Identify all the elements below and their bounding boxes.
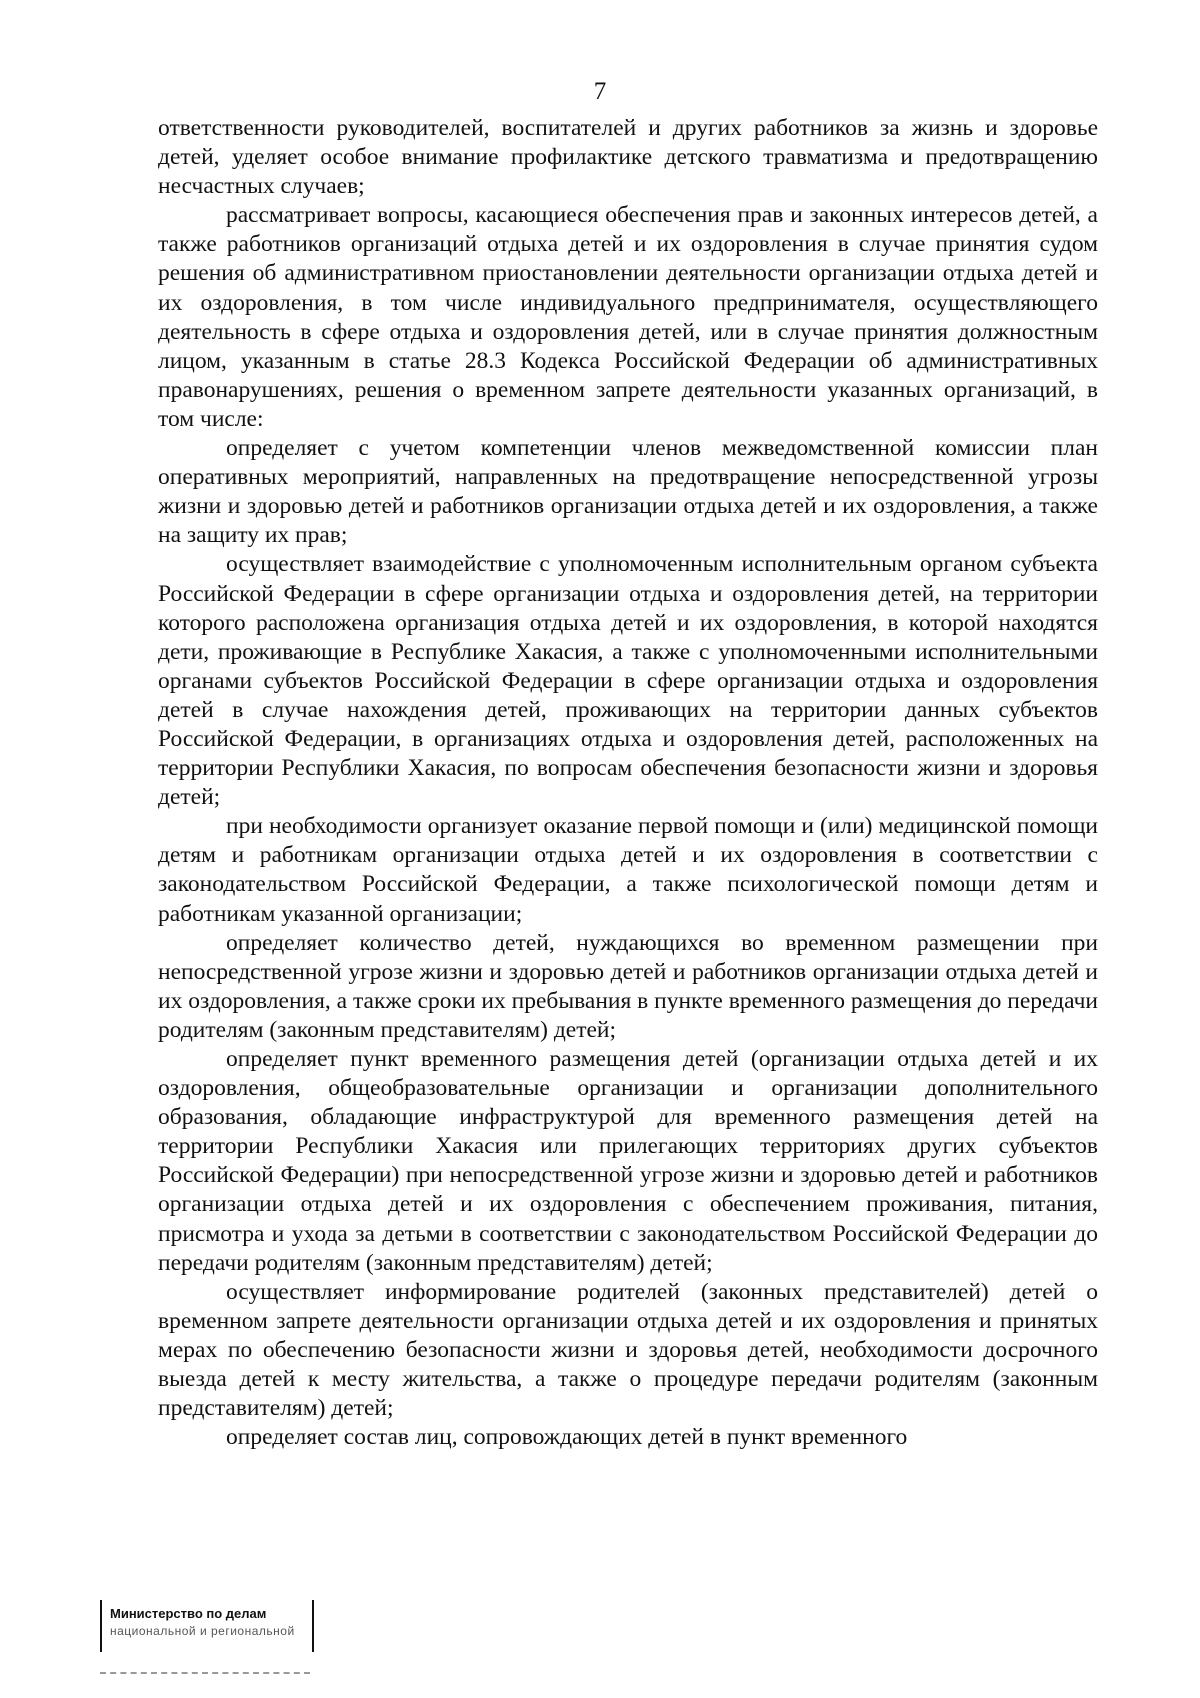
scan-artifact-line xyxy=(100,1672,310,1676)
paragraph: определяет состав лиц, сопровождающих детей в пункт временного xyxy=(226,1424,908,1451)
stamp-line-2: национальной и региональной xyxy=(110,1624,295,1638)
body-text xyxy=(158,114,1098,1452)
paragraph: при необходимости организует оказание первой помощи и (или) медицинской помощи детям и работникам организации отдыха детей и их оздоровления в соответствии с законодательством Российской Федерации, а также психологической помощи детям и работникам указанной организации; xyxy=(158,813,1098,927)
paragraph: ответственности руководителей, воспитателей и других работников за жизнь и здоровье детей, уделяет особое внимание профилактике детского травматизма и предотвращению несчастных случаев; xyxy=(158,115,1098,200)
paragraph: осуществляет взаимодействие с уполномоченным исполнительным органом субъекта Российской Федерации в сфере организации отдыха и оздоровления детей, на территории которого расположена организация отдыха детей и их оздоровления, в которой находятся дети, проживающие в Республике Хакасия, а также с уполномоченными исполнительными органами субъектов Российской Федерации в сфере организации отдыха и оздоровления детей в случае нахождения детей, проживающих на территории данных субъектов Российской Федерации, в организациях отдыха и оздоровления детей, расположенных на территории Республики Хакасия, по вопросам обеспечения безопасности жизни и здоровья детей; xyxy=(158,551,1098,811)
paragraph: определяет пункт временного размещения детей (организации отдыха детей и их оздоровления, общеобразовательные организации и организации дополнительного образования, обладающие инфраструктурой для временного размещения детей на территории Республики Хакасия или прилегающих территориях других субъектов Российской Федерации) при непосредственной угрозе жизни и здоровью детей и работников организации отдыха детей и их оздоровления с обеспечением проживания, питания, присмотра и ухода за детьми в соответствии с законодательством Российской Федерации до передачи родителям (законным представителям) детей; xyxy=(158,1046,1098,1276)
registration-stamp xyxy=(100,1600,314,1652)
paragraph: определяет количество детей, нуждающихся во временном размещении при непосредственной угрозе жизни и здоровью детей и работников организации отдыха детей и их оздоровления, а также сроки их пребывания в пункте временного размещения до передачи родителям (законным представителям) детей; xyxy=(158,929,1098,1043)
paragraph: определяет с учетом компетенции членов межведомственной комиссии план оперативных мероприятий, направленных на предотвращение непосредственной угрозы жизни и здоровью детей и работников организации отдыха детей и их оздоровления, а также на защиту их прав; xyxy=(158,435,1098,549)
stamp-line-1: Министерство по делам xyxy=(110,1606,267,1621)
paragraph: осуществляет информирование родителей (законных представителей) детей о временном запрете деятельности организации отдыха детей и их оздоровления и принятых мерах по обеспечению безопасности жизни и здоровья детей, необходимости досрочного выезда детей к месту жительства, а также о процедуре передачи родителям (законным представителям) детей; xyxy=(158,1278,1098,1422)
paragraph: рассматривает вопросы, касающиеся обеспечения прав и законных интересов детей, а также работников организаций отдыха детей и их оздоровления в случае принятия судом решения об административном приостановлении деятельности организации отдыха детей и их оздоровления, в том числе индивидуального предпринимателя, осуществляющего деятельность в сфере отдыха и оздоровления детей, или в случае принятия должностным лицом, указанным в статье 28.3 Кодекса Российской Федерации об административных правонарушениях, решения о временном запрете деятельности указанных организаций, в том числе: xyxy=(158,202,1098,432)
page-number: 7 xyxy=(593,78,607,105)
